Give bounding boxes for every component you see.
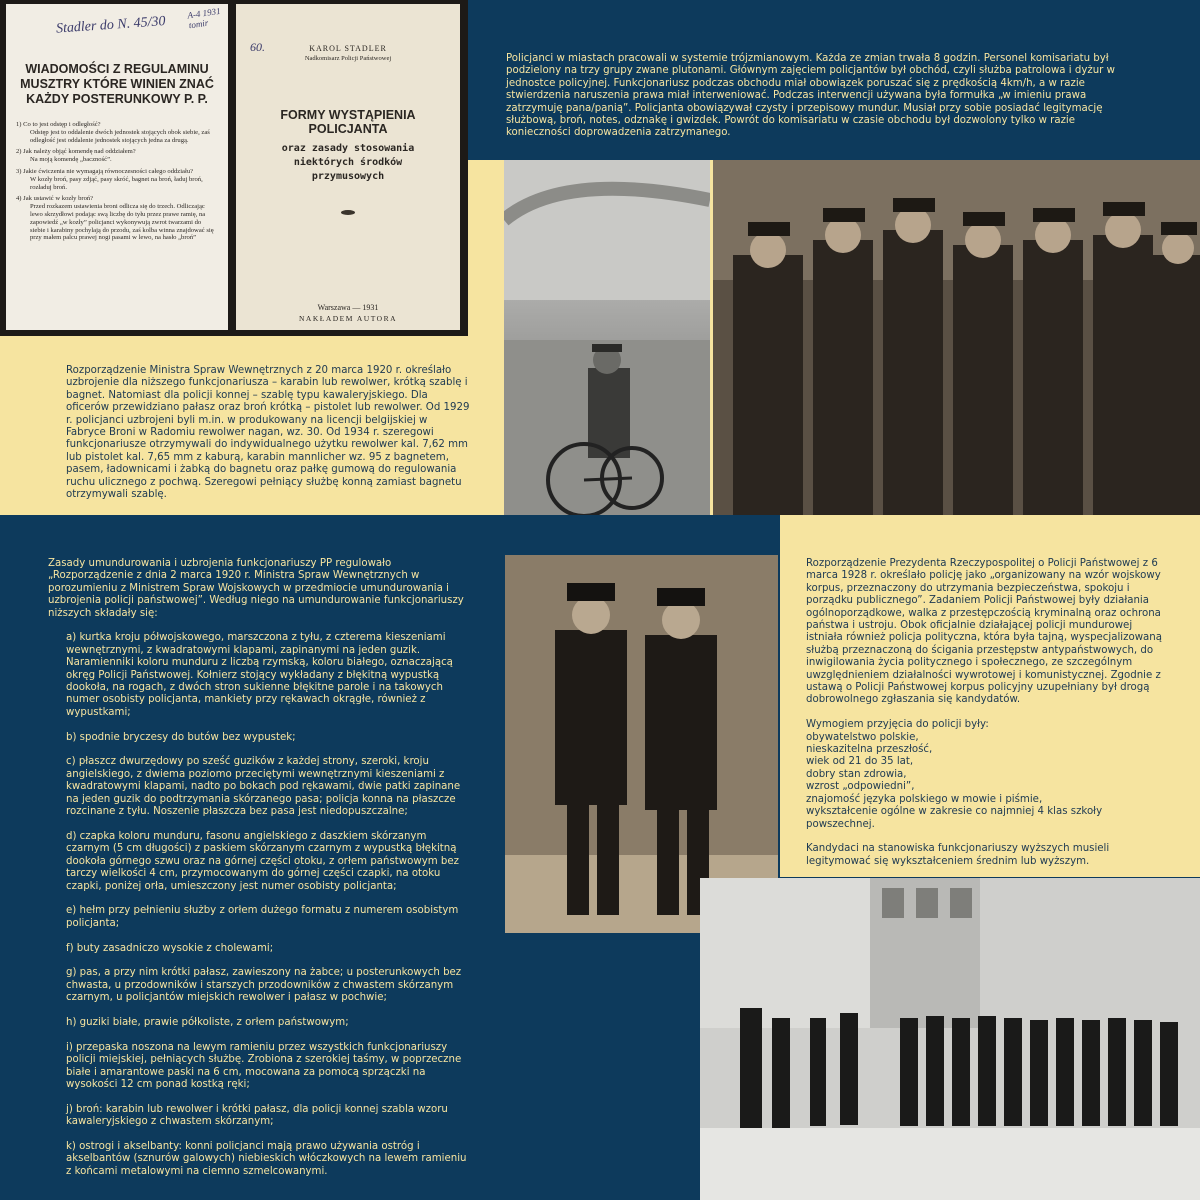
book-left-title: WIADOMOŚCI Z REGULAMINU MUSZTRY KTÓRE WINIEN ZNAĆ KAŻDY POSTERUNKOWY P. P. xyxy=(20,62,214,106)
qa-item xyxy=(16,195,218,242)
two-policemen-illustration xyxy=(505,555,778,933)
book-author-title: Nadkomisarz Policji Państwowej xyxy=(304,55,392,62)
qa-question: 2) Jak należy objąć komendę nad oddziałem? xyxy=(16,148,136,156)
weapons-paragraph-block xyxy=(66,365,470,501)
uniform-list xyxy=(48,632,468,1178)
uniform-item: b) spodnie bryczesy do butów bez wypustek; xyxy=(66,731,296,743)
recruitment-text-block xyxy=(806,558,1172,868)
uniform-item: c) płaszcz dwurzędowy po sześć guzików z każdej strony, szeroki, kroju angielskiego, z dwiema poziomo przeciętymi wewnętrznymi kieszeniami z kwadratowymi klapami, nadto po bokach pod rękawami, dwie patki zapinane na jeden guzik do podtrzymania skórzanego pasa; policja konna na płaszcze rozcinane z tyłu. Noszenie płaszcza bez pasa jest niedopuszczalne; xyxy=(66,756,461,818)
uniform-item: g) pas, a przy nim krótki pałasz, zawieszony na żabce; u posterunkowych bez chwasta, u przodowników i starszych przodowników z chwastem skórzanym czarnym, u policjantów miejskich rewolwer i pałasz w pochwie; xyxy=(66,967,462,1004)
book-left-qa xyxy=(16,121,218,242)
uniform-text-block xyxy=(48,558,468,1191)
book-page-right xyxy=(236,4,460,330)
book-scans-photo xyxy=(0,0,468,336)
book-page-left xyxy=(6,4,228,330)
bicycle-policeman-illustration xyxy=(504,160,710,515)
ornament-icon xyxy=(341,210,355,215)
uniform-item: i) przepaska noszona na lewym ramieniu przez wszystkich funkcjonariuszy policji miejskiej, pełniących służbę. Zrobiona z szerokiej taśmy, w poprzeczne białe i amarantowe paski na 6 cm, mocowana za pomocą sprzączki na wysokości 12 cm ponad kostką ręki; xyxy=(66,1041,462,1090)
requirement-item: wzrost „odpowiedni”, xyxy=(806,781,915,793)
handwritten-note: Stadler do N. 45/30 xyxy=(55,14,167,37)
top-paragraph-block xyxy=(506,53,1138,140)
qa-answer: Przed rozkazem ustawienia broni odlicza się do trzech. Odliczając lewo skrzydłowi podając swą liczbę do tyłu przez prawe ramię, na zapowiedź „w kozły” policjanci wykonywują zwrot twarzami do siebie i karabiny pochylają do przodu, zaś kolba winna znajdować się przy małem palcu prawej nogi pasami w lewo, na hasło „broń” xyxy=(30,203,214,242)
bicycle-policeman-photo xyxy=(504,160,710,515)
qa-item xyxy=(16,121,218,144)
qa-answer: Odstęp jest to oddalenie dwóch jednostek stojących obok siebie, zaś odległość jest oddalenie jednostek stojących jedna za drugą. xyxy=(30,128,210,144)
book-right-subtitle: oraz zasady stosowania niektórych środków przymusowych xyxy=(281,143,415,182)
requirement-item: obywatelstwo polskie, xyxy=(806,731,919,743)
requirement-item: dobry stan zdrowia, xyxy=(806,768,907,780)
police-group-illustration xyxy=(713,160,1200,515)
qa-item xyxy=(16,168,218,191)
uniform-item: e) hełm przy pełnieniu służby z orłem dużego formatu z numerem osobistym policjanta; xyxy=(66,905,459,929)
two-policemen-photo xyxy=(505,555,778,933)
police-law-paragraph: Rozporządzenie Prezydenta Rzeczypospolitej o Policji Państwowej z 6 marca 1928 r. określało policję jako „organizowany na wzór wojskowy korpus, przeznaczony do utrzymania bezpieczeństwa, spokoju i porządku publicznego”. Zadaniem Policji Państwowej były działania ogólnoporządkowe, walka z przestępczością kryminalną oraz ochrona państwa i ustroju. Obok oficjalnie działającej policji mundurowej istniała również policja polityczna, która była tajną, wyspecjalizowaną służbą przeznaczoną do ścigania przestępstw antypaństwowych, do inwigilowania życia politycznego i społecznego, ze szczególnym uwzględnieniem działalności wywrotowej i komunistycznej. Zgodnie z ustawą o Policji Państwowej korpus policyjny uzupełniany był drogą dobrowolnego zgłaszania się kandydatów. xyxy=(806,558,1162,706)
top-paragraph: Policjanci w miastach pracowali w systemie trójzmianowym. Każda ze zmian trwała 8 godzin. Personel komisariatu był podzielony na trzy grupy zwane plutonami. Głównym zajęciem policjantów był obchód, czyli służba patrolowa i dyżur w jednostce policyjnej. Funkcjonariusz podczas obchodu miał obowiązek poruszać się z prędkością 4km/h, a w razie stwierdzenia naruszenia prawa miał interweniować. Podczas interwencji używana była formułka „w imieniu prawa zatrzymuję pana/panią”. Policjanta obowiązywał czysty i przepisowy mundur. Musiał przy sobie posiadać legitymację służbową, broń, notes, odznakę i gwizdek. Powrót do komisariatu w czasie obchodu był dozwolony tylko w razie konieczności doprowadzenia zatrzymanego. xyxy=(506,53,1115,139)
book-imprint-place: Warszawa — 1931 xyxy=(317,303,379,312)
parade-photo xyxy=(700,878,1200,1200)
uniform-item: d) czapka koloru munduru, fasonu angielskiego z daszkiem skórzanym czarnym (5 cm długości) z paskiem skórzanym czarnym z wypustką błękitną dookoła górnego szwu oraz na górnej części otoku, z orłem państwowym bez tarczy wielkości 4 cm, przymocowanym do górnej części czapki, na otoku czapki, poniżej orła, umieszczony jest numer osobisty policjanta; xyxy=(66,830,459,892)
uniform-item: a) kurtka kroju półwojskowego, marszczona z tyłu, z czterema kieszeniami wewnętrznymi, z kwadratowymi klapami, zapinanymi na jeden guzik. Naramienniki koloru munduru z liczbą rzymską, koloru białego, oznaczającą okręg Policji Państwowej. Kołnierz stojący wykładany z błękitną wypustką dookoła, na rogach, z dwóch stron sukienne błękitne parole i na takowych numer osobisty policjanta, mankiety przy rękawach okrągłe, również z wypustkami; xyxy=(66,632,453,718)
qa-question: 1) Co to jest odstęp i odległość? xyxy=(16,121,101,128)
uniform-intro: Zasady umundurowania i uzbrojenia funkcjonariuszy PP regulowało „Rozporządzenie z dnia 2 marca 1920 r. Ministra Spraw Wewnętrznych w porozumieniu z Ministrem Spraw Wojskowych w przedmiocie umundurowania i uzbrojenia policji państwowej”. Według niego na umundurowanie funkcjonariuszy niższych składały się: xyxy=(48,558,464,619)
requirement-item: wiek od 21 do 35 lat, xyxy=(806,756,914,768)
qa-answer: W kozły broń, pasy zdjąć, pasy skróć, bagnet na broń, ładuj broń, rozładuj broń. xyxy=(30,175,203,191)
closing-paragraph: Kandydaci na stanowiska funkcjonariuszy wyższych musieli legitymować się wykształceniem średnim lub wyższym. xyxy=(806,843,1110,867)
uniform-item: h) guziki białe, prawie półkoliste, z orłem państwowym; xyxy=(66,1016,349,1028)
uniform-item: j) broń: karabin lub rewolwer i krótki pałasz, dla policji konnej szabla wzoru kawaleryjskiego z chwastem skórzanym; xyxy=(66,1103,448,1128)
book-right-title: FORMY WYSTĄPIENIA POLICJANTA xyxy=(280,108,416,136)
police-group-photo xyxy=(713,160,1200,515)
qa-question: 4) Jak ustawić w kozły broń? xyxy=(16,195,94,203)
requirement-item: znajomość języka polskiego w mowie i piśmie, xyxy=(806,793,1043,805)
requirement-item: wykształcenie ogólne w zakresie co najmniej 4 klas szkoły powszechnej. xyxy=(806,806,1103,830)
parade-illustration xyxy=(700,878,1200,1200)
book-author: KAROL STADLER xyxy=(309,44,387,53)
weapons-paragraph: Rozporządzenie Ministra Spraw Wewnętrznych z 20 marca 1920 r. określało uzbrojenie dla niższego funkcjonariusza – karabin lub rewolwer, krótką szablę i bagnet. Natomiast dla policji konnej – szablę typu kawaleryjskiego. Dla oficerów przewidziano pałasz oraz broń krótką – pistolet lub rewolwer. Od 1929 r. policjanci uzbrojeni byli m.in. w produkowany na licencji belgijskiej w Fabryce Broni w Radomiu rewolwer nagan, wz. 30. Od 1934 r. szeregowi funkcjonariusze otrzymywali do indywidualnego użytku rewolwer kal. 7,62 mm lub pistolet kal. 7,65 mm z kaburą, karabin mannlicher wz. 95 z bagnetem, pasem, ładownicami i żabką do bagnetu oraz pałkę gumową do regulowania ruchu ulicznego z pochwą. Szeregowi pełniący służbę konną zamiast bagnetu otrzymywali szablę. xyxy=(66,365,470,501)
uniform-item: f) buty zasadniczo wysokie z cholewami; xyxy=(66,942,274,954)
qa-item xyxy=(16,148,218,164)
book-imprint-publisher: NAKŁADEM AUTORA xyxy=(299,314,397,323)
requirement-item: nieskazitelna przeszłość, xyxy=(806,744,933,756)
handwritten-number: 60. xyxy=(250,40,265,54)
uniform-item: k) ostrogi i akselbanty: konni policjanci mają prawo używania ostróg i akselbantów (sznurów galowych) niebieskich włóczkowych na lewem ramieniu z końcami metalowymi na ciemno szmelcowanymi. xyxy=(66,1140,467,1177)
requirements-title: Wymogiem przyjęcia do policji były: xyxy=(806,719,989,731)
handwritten-signature: A-4 1931 tomir xyxy=(186,5,222,31)
qa-answer: Na moją komendę „baczność”. xyxy=(30,156,112,164)
qa-question: 3) Jakie ćwiczenia nie wymagają równoczesności całego oddziału? xyxy=(16,167,194,175)
